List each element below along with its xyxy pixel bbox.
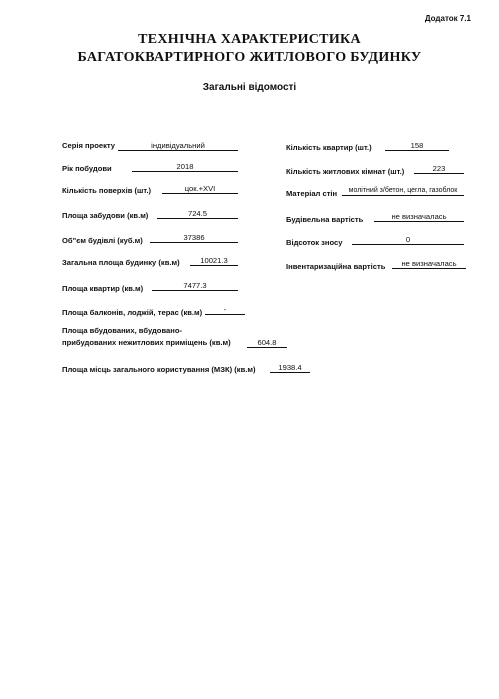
field-value: 604.8 — [247, 338, 287, 348]
field-label: Кількість квартир (шт.) — [286, 143, 372, 152]
field-value: моліт́ний з/бетон, цегла, газоблок — [342, 186, 464, 196]
field-label: Об"єм будівлі (куб.м) — [62, 236, 143, 245]
field-value: 724.5 — [157, 209, 238, 219]
field-value: не визначалась — [374, 212, 464, 222]
field-value: 2018 — [132, 162, 238, 172]
field-label: Матеріал стін — [286, 189, 338, 198]
title-line-2: БАГАТОКВАРТИРНОГО ЖИТЛОВОГО БУДИНКУ — [77, 50, 422, 65]
field-value: 37386 — [150, 233, 238, 243]
field-value: цок.+XVI — [162, 184, 238, 194]
field-value: 223 — [414, 164, 464, 174]
field-label: Відсоток зносу — [286, 238, 343, 247]
field-label-line-2: прибудованих нежитлових приміщень (кв.м) — [62, 338, 231, 347]
field-value: 10021.3 — [190, 256, 238, 266]
field-label: Інвентаризаційна вартість — [286, 262, 386, 271]
field-value: 0 — [352, 235, 464, 245]
field-value: не визначалась — [392, 259, 466, 269]
field-value: індивідуальний — [118, 141, 238, 151]
field-label: Рік побудови — [62, 164, 112, 173]
section-subtitle: Загальні відомості — [202, 82, 297, 93]
field-label: Площа місць загального користування (МЗК) (кв.м) — [62, 365, 256, 374]
field-label: Площа балконів, лоджій, терас (кв.м) — [62, 308, 203, 317]
field-label-line-1: Площа вбудованих, вбудовано- — [62, 326, 182, 335]
field-label: Серія проекту — [62, 141, 116, 150]
title-line-1: ТЕХНІЧНА ХАРАКТЕРИСТИКА — [138, 32, 361, 47]
field-label: Кількість житлових кімнат (шт.) — [286, 167, 405, 176]
field-label: Площа забудови (кв.м) — [62, 211, 149, 220]
field-label: Загальна площа будинку (кв.м) — [62, 258, 180, 267]
addendum-label: Додаток 7.1 — [424, 14, 471, 23]
field-value: 158 — [385, 141, 449, 151]
field-label: Кількість поверхів (шт.) — [62, 186, 152, 195]
field-value: 7477.3 — [152, 281, 238, 291]
field-label: Площа квартир (кв.м) — [62, 284, 144, 293]
field-label: Будівельна вартість — [286, 215, 364, 224]
field-value: - — [205, 305, 245, 315]
field-value: 1938.4 — [270, 363, 310, 373]
